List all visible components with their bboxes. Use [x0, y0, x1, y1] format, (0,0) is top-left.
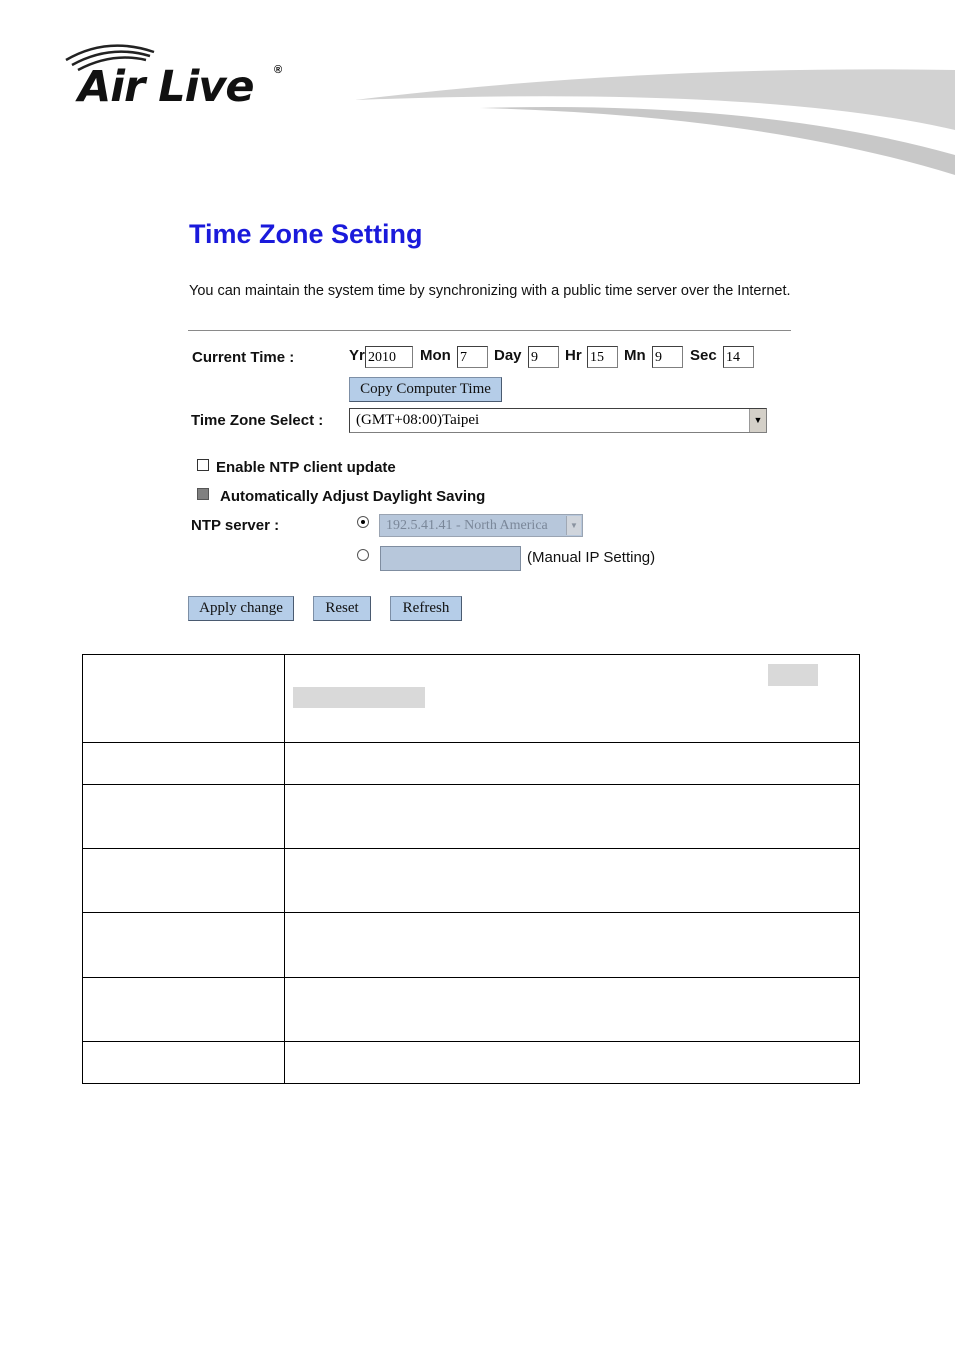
enable-ntp-checkbox[interactable]	[197, 459, 209, 471]
chevron-down-icon[interactable]: ▼	[749, 409, 766, 432]
table-cell	[83, 1042, 285, 1084]
current-time-label: Current Time :	[192, 349, 295, 366]
enable-ntp-label: Enable NTP client update	[216, 459, 396, 476]
radio-selected-icon	[361, 520, 365, 524]
day-input[interactable]: 9	[528, 346, 559, 368]
table-cell	[285, 913, 860, 978]
ntp-server-label: NTP server :	[191, 517, 280, 534]
time-zone-select[interactable]	[349, 408, 767, 433]
table-row	[83, 849, 860, 913]
table-cell	[285, 849, 860, 913]
second-label: Sec	[690, 347, 717, 364]
table-cell	[83, 849, 285, 913]
page-title: Time Zone Setting	[189, 219, 423, 249]
table-cell	[285, 1042, 860, 1084]
table-cell	[285, 785, 860, 849]
copy-computer-time-button[interactable]: Copy Computer Time	[349, 377, 502, 402]
chevron-down-icon[interactable]: ▼	[566, 516, 581, 535]
day-label: Day	[494, 347, 522, 364]
table-row	[83, 655, 860, 743]
table-cell	[83, 913, 285, 978]
table-row	[83, 1042, 860, 1084]
daylight-saving-label: Automatically Adjust Daylight Saving	[220, 488, 486, 505]
table-cell	[285, 978, 860, 1042]
year-input[interactable]: 2010	[365, 346, 413, 368]
table-row	[83, 743, 860, 785]
minute-input[interactable]: 9	[652, 346, 683, 368]
daylight-saving-checkbox[interactable]	[197, 488, 209, 500]
header-swoosh-icon	[340, 60, 955, 180]
ntp-server-select[interactable]	[379, 514, 583, 537]
reset-button[interactable]: Reset	[313, 596, 371, 621]
ntp-preset-radio[interactable]	[357, 516, 369, 528]
time-zone-selected: (GMT+08:00)Taipei	[356, 412, 480, 428]
table-cell	[285, 743, 860, 785]
table-row	[83, 913, 860, 978]
hour-input[interactable]: 15	[587, 346, 618, 368]
manual-ip-input[interactable]	[380, 546, 521, 571]
hour-label: Hr	[565, 347, 582, 364]
refresh-button[interactable]: Refresh	[390, 596, 462, 621]
ntp-manual-radio[interactable]	[357, 549, 369, 561]
table-cell	[83, 743, 285, 785]
divider	[188, 330, 791, 331]
table-cell	[83, 978, 285, 1042]
table-row	[83, 785, 860, 849]
table-cell	[83, 655, 285, 743]
table-cell	[83, 785, 285, 849]
manual-ip-label: (Manual IP Setting)	[527, 549, 656, 566]
second-input[interactable]: 14	[723, 346, 754, 368]
month-input[interactable]: 7	[457, 346, 488, 368]
table-row	[83, 978, 860, 1042]
minute-label: Mn	[624, 347, 646, 364]
logo-registered: ®	[274, 64, 283, 76]
text-highlight	[293, 687, 425, 708]
apply-change-button[interactable]: Apply change	[188, 596, 294, 621]
ntp-server-selected: 192.5.41.41 - North America	[386, 518, 548, 533]
year-label: Yr	[349, 347, 365, 364]
time-zone-label: Time Zone Select :	[191, 412, 324, 429]
text-highlight	[768, 664, 818, 686]
month-label: Mon	[420, 347, 451, 364]
page-description: You can maintain the system time by synchronizing with a public time server over the Internet.	[189, 283, 791, 299]
field-description-table	[82, 654, 860, 1084]
airlive-logo	[62, 40, 292, 110]
logo-text: Air Live	[78, 62, 254, 112]
